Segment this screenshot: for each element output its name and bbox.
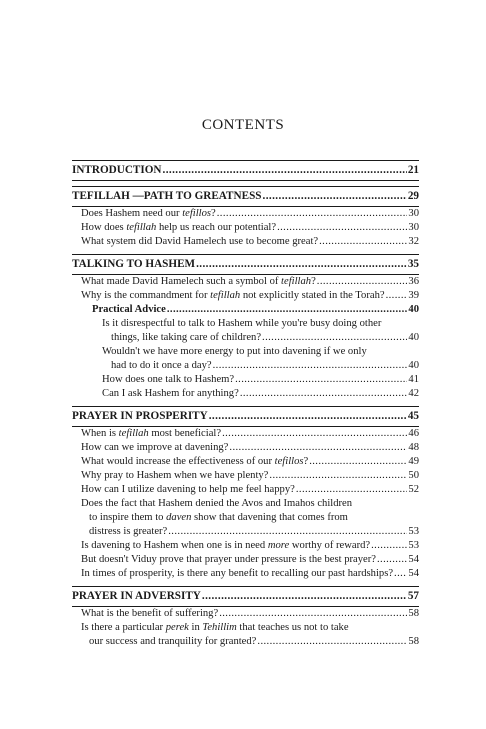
toc-entry[interactable]: What made David Hamelech such a symbol of tefillah? ..... 36 [72,275,419,289]
page-number: 54 [408,568,419,579]
page-number: 30 [408,222,419,233]
page-number: 57 [407,590,419,602]
toc-entry[interactable]: our success and tranquility for granted? ..... 58 [72,635,419,649]
page-number: 54 [408,554,419,565]
page-number: 49 [408,456,419,467]
page-number: 46 [408,428,419,439]
toc-entry[interactable]: Is davening to Hashem when one is in need more worthy of reward? ..... 53 [72,539,419,553]
page-number: 52 [408,484,419,495]
toc-chapter[interactable] [72,160,419,181]
page-number: 39 [408,290,419,301]
page-number: 41 [408,374,419,385]
toc-chapter[interactable] [72,186,419,207]
page-number: 58 [408,636,419,647]
toc-chapter[interactable] [72,254,419,275]
page-number: 53 [408,540,419,551]
toc-entry-line: Is there a particular perek in Tehillim that teaches us not to take [81,622,349,633]
toc-subsection[interactable]: Practical Advice ..... 40 [72,303,419,317]
page-number: 36 [408,276,419,287]
page-title: CONTENTS [201,117,285,133]
toc-chapter[interactable] [72,406,419,427]
toc-entry[interactable]: Why pray to Hashem when we have plenty? ..... 50 [72,469,419,483]
toc-entry[interactable]: things, like taking care of children? ..... 40 [72,331,419,345]
chapter-title: TEFILLAH —PATH TO GREATNESS [72,190,262,202]
page-number: 21 [407,164,419,176]
chapter-title: TALKING TO HASHEM [72,258,196,270]
toc-entry[interactable]: Why is the commandment for tefillah not explicitly stated in the Torah? ..... 39 [72,289,419,303]
page-number: 45 [407,410,419,422]
toc-entry[interactable]: When is tefillah most beneficial? ..... 46 [72,427,419,441]
toc-entry[interactable]: Does Hashem need our tefillos? ..... 30 [72,207,419,221]
page-number: 40 [408,360,419,371]
toc-entry[interactable]: What is the benefit of suffering? ..... 58 [72,607,419,621]
toc-entry[interactable]: What system did David Hamelech use to become great? ..... 32 [72,235,419,249]
page-number: 53 [408,526,419,537]
page-number: 48 [408,442,419,453]
toc-chapter[interactable] [72,586,419,607]
toc-entry-line: Wouldn't we have more energy to put into davening if we only [102,346,367,357]
page-number: 40 [408,304,419,315]
toc-entry[interactable]: How can we improve at davening? ..... 48 [72,441,419,455]
page-number: 30 [408,208,419,219]
page-number: 32 [408,236,419,247]
toc-entry-line: Is it disrespectful to talk to Hashem while you're busy doing other [102,318,382,329]
chapter-title: INTRODUCTION [72,164,162,176]
toc-entry[interactable]: had to do it once a day? ..... 40 [72,359,419,373]
table-of-contents [72,160,419,649]
toc-entry[interactable]: What would increase the effectiveness of our tefillos? ..... 49 [72,455,419,469]
chapter-title: PRAYER IN PROSPERITY [72,410,208,422]
page-number: 35 [407,258,419,270]
toc-entry-line: to inspire them to daven show that davening that comes from [89,512,348,523]
toc-entry[interactable]: How does tefillah help us reach our potential? ..... 30 [72,221,419,235]
toc-entry-line: Does the fact that Hashem denied the Avos and Imahos children [81,498,353,509]
toc-entry[interactable]: In times of prosperity, is there any benefit to recalling our past hardships? ..... 54 [72,567,419,581]
page-number: 42 [408,388,419,399]
toc-entry[interactable]: How does one talk to Hashem? ..... 41 [72,373,419,387]
chapter-title: PRAYER IN ADVERSITY [72,590,201,602]
page-number: 50 [408,470,419,481]
page-number: 29 [407,190,419,202]
toc-entry[interactable]: But doesn't Viduy prove that prayer under pressure is the best prayer? ..... 54 [72,553,419,567]
page-number: 58 [408,608,419,619]
page-number: 40 [408,332,419,343]
toc-entry[interactable]: distress is greater? ..... 53 [72,525,419,539]
toc-entry[interactable]: Can I ask Hashem for anything? ..... 42 [72,387,419,401]
toc-entry[interactable]: How can I utilize davening to help me feel happy? ..... 52 [72,483,419,497]
